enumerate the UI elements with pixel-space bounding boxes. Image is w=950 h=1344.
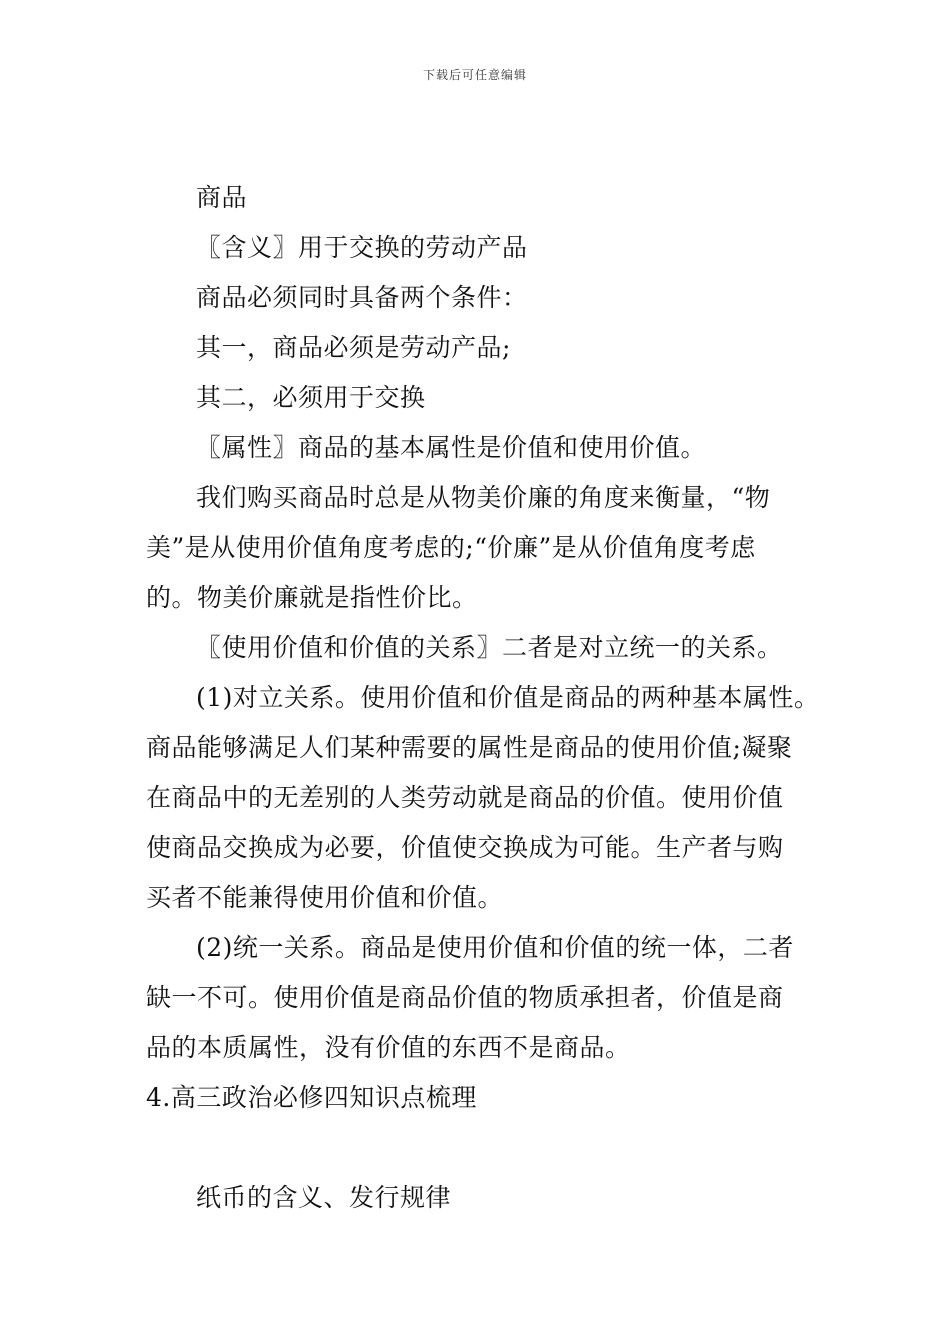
paragraph-unity-line-2: 缺一不可。使用价值是商品价值的物质承担者，价值是商 xyxy=(146,983,784,1012)
paragraph-price-quality-line-2: 美”是从使用价值角度考虑的;“价廉”是从价值角度考虑 xyxy=(146,533,756,562)
heading-paper-money: 纸币的含义、发行规律 xyxy=(196,1183,452,1212)
paragraph-condition-two: 其二，必须用于交换 xyxy=(196,383,426,412)
paragraph-price-quality-line-3: 的。物美价廉就是指性价比。 xyxy=(146,583,478,612)
paragraph-opposition-line-4: 使商品交换成为必要，价值使交换成为可能。生产者与购 xyxy=(146,833,784,862)
page-header-note: 下载后可任意编辑 xyxy=(422,68,527,82)
paragraph-opposition-line-2: 商品能够满足人们某种需要的属性是商品的使用价值;凝聚 xyxy=(146,733,793,762)
paragraph-price-quality-line-1: 我们购买商品时总是从物美价廉的角度来衡量，“物 xyxy=(196,483,771,512)
paragraph-condition-one: 其一，商品必须是劳动产品; xyxy=(196,333,511,362)
paragraph-unity-line-1: (2)统一关系。商品是使用价值和价值的统一体，二者 xyxy=(196,933,794,962)
paragraph-opposition-line-1: (1)对立关系。使用价值和价值是商品的两种基本属性。 xyxy=(196,683,820,712)
paragraph-unity-line-3: 品的本质属性，没有价值的东西不是商品。 xyxy=(146,1033,631,1062)
paragraph-conditions: 商品必须同时具备两个条件： xyxy=(196,283,528,312)
paragraph-opposition-line-3: 在商品中的无差别的人类劳动就是商品的价值。使用价值 xyxy=(146,783,784,812)
section-heading-4: 4.高三政治必修四知识点梳理 xyxy=(146,1083,477,1112)
paragraph-attributes: 〖属性〗商品的基本属性是价值和使用价值。 xyxy=(196,433,707,462)
paragraph-opposition-line-5: 买者不能兼得使用价值和价值。 xyxy=(146,883,504,912)
paragraph-relationship: 〖使用价值和价值的关系〗二者是对立统一的关系。 xyxy=(196,633,783,662)
heading-commodity: 商品 xyxy=(196,183,248,212)
paragraph-meaning: 〖含义〗用于交换的劳动产品 xyxy=(196,233,528,262)
